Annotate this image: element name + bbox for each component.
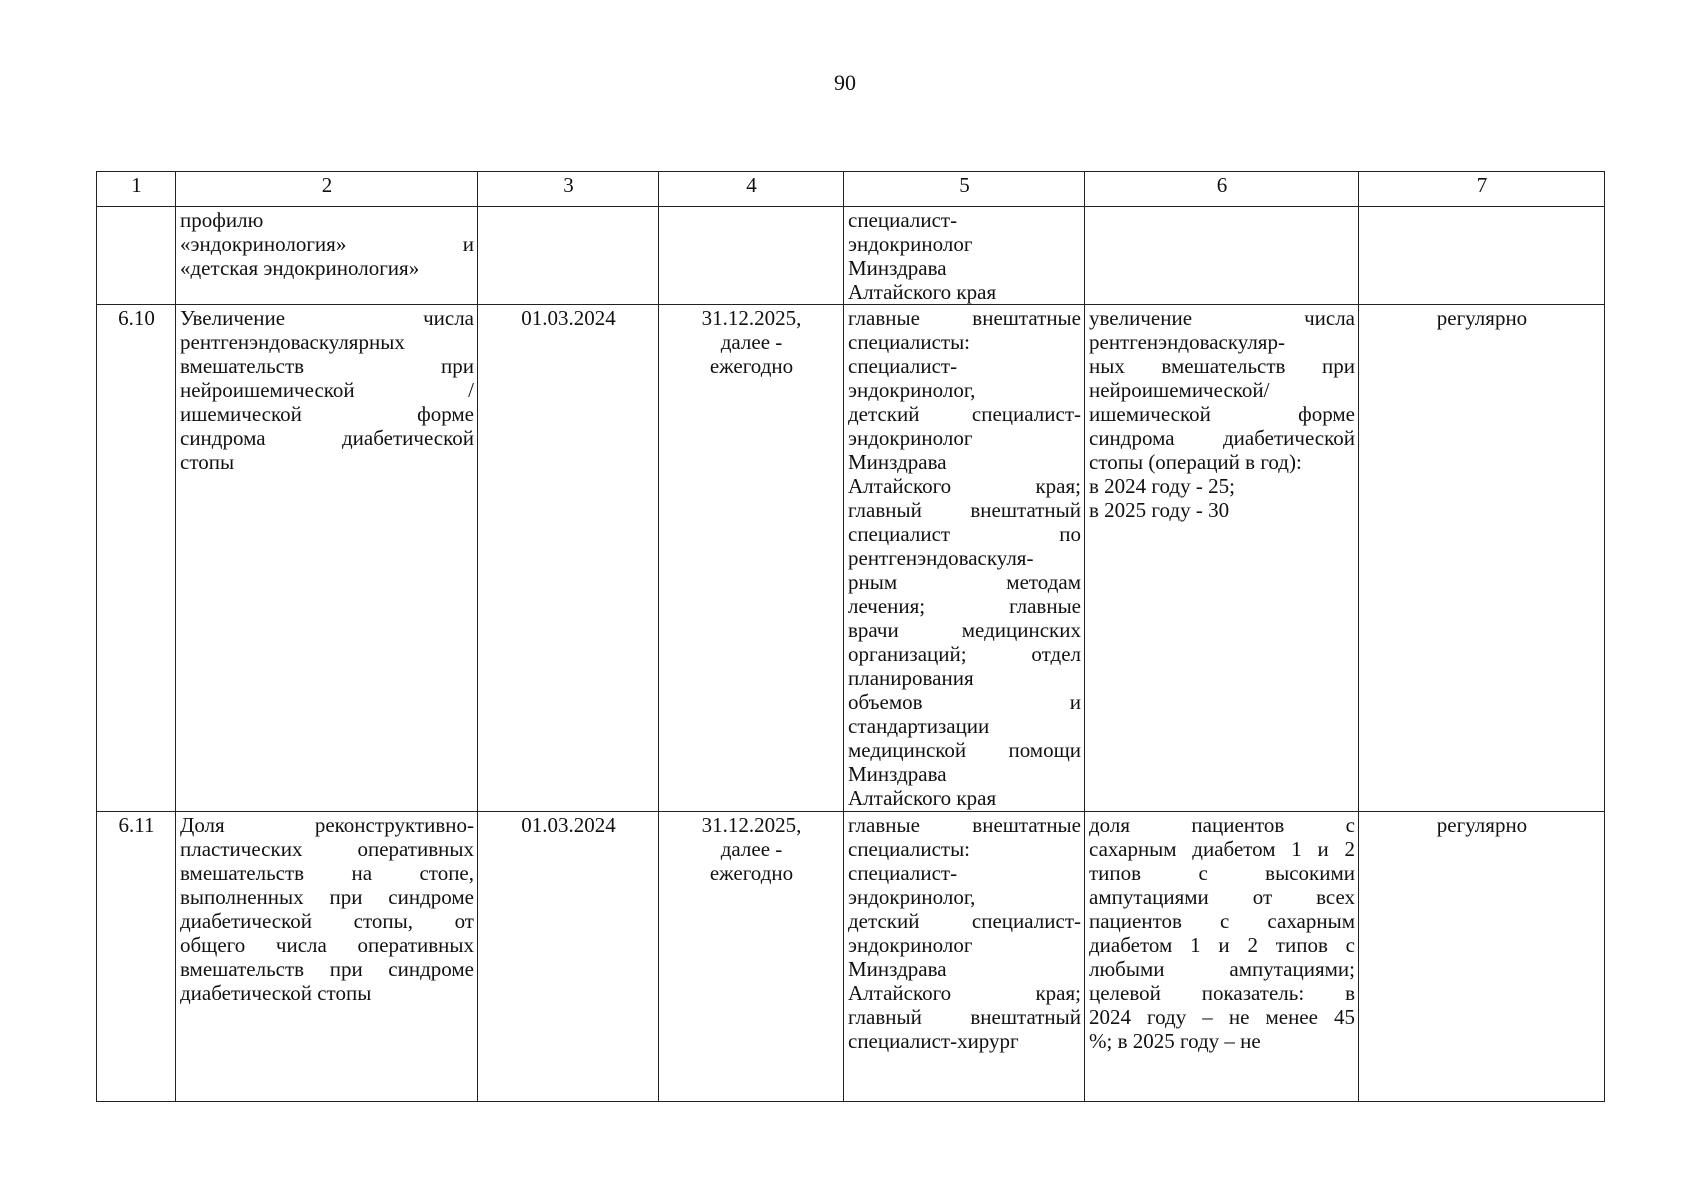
responsible-line: эндокринолог,	[848, 885, 976, 909]
responsible-line: Минздрава	[848, 450, 947, 474]
end-date-line: далее -	[720, 837, 783, 861]
result-line: диабетом 1 и 2 типов с	[1089, 933, 1355, 957]
result-line: 2024 году – не менее 45	[1089, 1005, 1355, 1029]
result-cell	[1085, 305, 1359, 812]
result-line: сахарным диабетом 1 и 2	[1089, 837, 1355, 861]
result-line: рентгенэндоваскуляр-	[1089, 330, 1285, 354]
result-line: типов с высокими	[1089, 861, 1355, 885]
measure-line: ишемической форме	[180, 402, 474, 426]
responsible-line: Алтайского края	[848, 280, 997, 304]
header-cell: 4	[659, 172, 844, 207]
responsible-line: медицинской помощи	[848, 738, 1081, 762]
responsible-line: специалисты:	[848, 837, 971, 861]
frequency-cell: регулярно	[1359, 305, 1605, 812]
responsible-line: Алтайского края	[848, 786, 997, 810]
responsible-line: Минздрава	[848, 256, 947, 280]
result-line: в 2024 году - 25;	[1089, 474, 1235, 498]
frequency-cell	[1359, 207, 1605, 305]
responsible-line: организаций; отдел	[848, 642, 1081, 666]
responsible-line: специалист-	[848, 861, 958, 885]
measure-line: Доля реконструктивно-	[180, 813, 474, 837]
responsible-line: Минздрава	[848, 762, 947, 786]
end-date-line: 31.12.2025,	[701, 813, 802, 837]
header-cell: 7	[1359, 172, 1605, 207]
result-line: синдрома диабетической	[1089, 426, 1355, 450]
result-line: стопы (операций в год):	[1089, 450, 1302, 474]
responsible-line: главные внештатные	[848, 813, 1081, 837]
measure-line: стопы	[180, 450, 235, 474]
result-line: %; в 2025 году – не	[1089, 1029, 1261, 1053]
responsible-line: специалист-	[848, 208, 958, 232]
start-date-cell: 01.03.2024	[478, 305, 659, 812]
frequency-cell: регулярно	[1359, 812, 1605, 1102]
measure-line: «эндокринология» и	[180, 232, 474, 256]
responsible-line: Алтайского края;	[848, 981, 1081, 1005]
result-line: увеличение числа	[1089, 306, 1355, 330]
start-date-cell	[478, 207, 659, 305]
row-number: 6.11	[97, 812, 176, 1102]
measure-line: диабетической стопы	[180, 981, 372, 1005]
responsible-line: главные внештатные	[848, 306, 1081, 330]
result-line: в 2025 году - 30	[1089, 498, 1230, 522]
measure-line: выполненных при синдроме	[180, 885, 474, 909]
measure-cell	[176, 812, 478, 1102]
measure-line: общего числа оперативных	[180, 933, 474, 957]
responsible-line: эндокринолог	[848, 426, 973, 450]
result-cell	[1085, 207, 1359, 305]
responsible-line: объемов и	[848, 690, 1081, 714]
responsible-line: врачи медицинских	[848, 618, 1081, 642]
measure-line: диабетической стопы, от	[180, 909, 474, 933]
measure-line: профилю	[180, 208, 264, 232]
table-row	[97, 812, 1605, 1102]
result-line: целевой показатель: в	[1089, 981, 1355, 1005]
header-cell: 6	[1085, 172, 1359, 207]
responsible-line: эндокринолог,	[848, 378, 976, 402]
header-cell: 2	[176, 172, 478, 207]
result-line: нейроишемической/	[1089, 378, 1270, 402]
responsible-line: стандартизации	[848, 714, 990, 738]
responsible-line: специалист по	[848, 522, 1081, 546]
header-cell: 5	[844, 172, 1085, 207]
end-date-line: 31.12.2025,	[701, 306, 802, 330]
responsible-cell	[844, 305, 1085, 812]
responsible-line: планирования	[848, 666, 974, 690]
result-line: ишемической форме	[1089, 402, 1355, 426]
responsible-line: эндокринолог	[848, 933, 973, 957]
measure-line: «детская эндокринология»	[180, 256, 420, 280]
responsible-line: эндокринолог	[848, 232, 973, 256]
header-cell: 1	[97, 172, 176, 207]
result-cell	[1085, 812, 1359, 1102]
responsible-line: детский специалист-	[848, 909, 1081, 933]
responsible-line: специалист-хирург	[848, 1029, 1019, 1053]
measure-line: нейроишемической /	[180, 378, 474, 402]
measure-line: пластических оперативных	[180, 837, 474, 861]
measure-line: вмешательств на стопе,	[180, 861, 474, 885]
measure-line: рентгенэндоваскулярных	[180, 330, 405, 354]
responsible-line: главный внештатный	[848, 498, 1081, 522]
header-cell: 3	[478, 172, 659, 207]
responsible-line: специалист-	[848, 354, 958, 378]
page-number: 90	[834, 70, 856, 95]
responsible-cell	[844, 207, 1085, 305]
responsible-line: специалисты:	[848, 330, 971, 354]
result-line: пациентов с сахарным	[1089, 909, 1355, 933]
measure-cell	[176, 207, 478, 305]
row-number	[97, 207, 176, 305]
measure-line: синдрома диабетической	[180, 426, 474, 450]
plan-table	[96, 171, 1605, 1102]
end-date-line: ежегодно	[709, 861, 794, 885]
result-line: ампутациями от всех	[1089, 885, 1355, 909]
responsible-cell	[844, 812, 1085, 1102]
responsible-line: детский специалист-	[848, 402, 1081, 426]
measure-cell	[176, 305, 478, 812]
measure-line: вмешательств при	[180, 354, 474, 378]
responsible-line: Минздрава	[848, 957, 947, 981]
responsible-line: рентгенэндоваскуля-	[848, 546, 1034, 570]
table-row	[97, 305, 1605, 812]
end-date-cell	[659, 305, 844, 812]
header-row	[97, 172, 1605, 207]
end-date-cell	[659, 812, 844, 1102]
measure-line: вмешательств при синдроме	[180, 957, 474, 981]
result-line: любыми ампутациями;	[1089, 957, 1355, 981]
result-line: доля пациентов с	[1089, 813, 1355, 837]
row-number: 6.10	[97, 305, 176, 812]
responsible-line: Алтайского края;	[848, 474, 1081, 498]
end-date-line: ежегодно	[709, 354, 794, 378]
responsible-line: рным методам	[848, 570, 1081, 594]
end-date-cell	[659, 207, 844, 305]
responsible-line: лечения; главные	[848, 594, 1081, 618]
start-date-cell: 01.03.2024	[478, 812, 659, 1102]
measure-line: Увеличение числа	[180, 306, 474, 330]
end-date-line: далее -	[720, 330, 783, 354]
table-row	[97, 207, 1605, 305]
result-line: ных вмешательств при	[1089, 354, 1355, 378]
responsible-line: главный внештатный	[848, 1005, 1081, 1029]
